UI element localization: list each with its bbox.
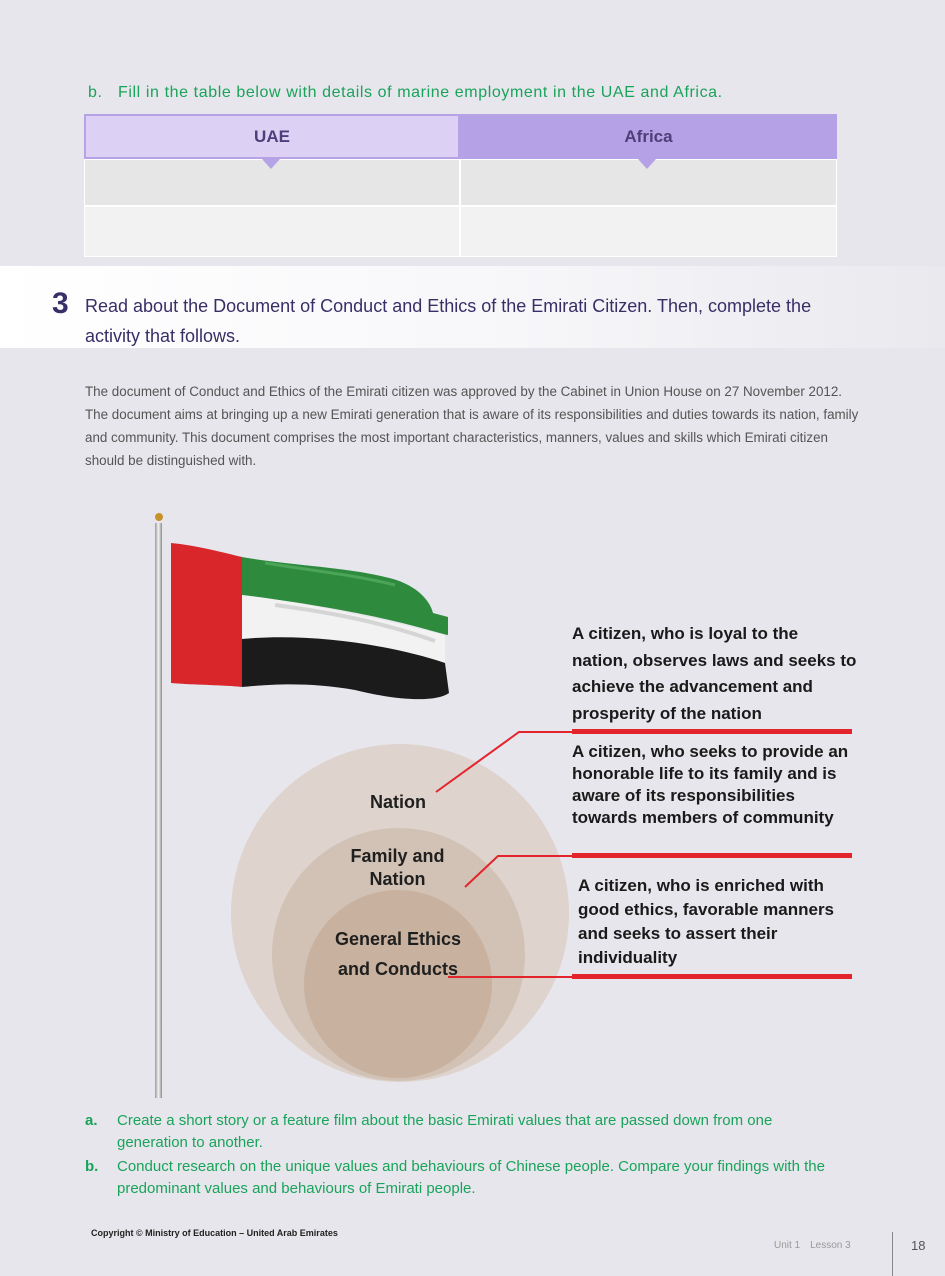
activity-text-a: Create a short story or a feature film about the basic Emirati values that are passed down from one generation to another. (117, 1112, 773, 1151)
description-ethics: A citizen, who is enriched with good ethics, favorable manners and seeks to assert their individuality (578, 876, 835, 967)
page-separator (892, 1232, 893, 1276)
circle-label-ethics: General Ethics and Conducts (334, 929, 462, 979)
activity-item-a (85, 1110, 845, 1154)
description-nation: A citizen, who is loyal to the nation, observes laws and seeks to achieve the advancement and prosperity of the nation (572, 624, 857, 723)
activity-list (85, 1110, 845, 1202)
circle-label-family: Family and Nation (350, 846, 445, 889)
activity-label-b: b. (85, 1158, 99, 1175)
section-number: 3 (52, 287, 69, 320)
part-b-text: Fill in the table below with details of marine employment in the UAE and Africa. (118, 84, 723, 101)
lesson-label: Lesson 3 (810, 1240, 851, 1251)
intro-paragraph: The document of Conduct and Ethics of the Emirati citizen was approved by the Cabinet in Union House on 27 November 2012. The document aims at bringing up a new Emirati generation that is aware of its responsibilities and duties towards its nation, family and community. This document comprises the most important characteristics, manners, values and skills which Emirati citizen should be distinguished with. (85, 384, 859, 468)
activity-text-b: Conduct research on the unique values and behaviours of Chinese people. Compare your findings with the predominant values and behaviours of Emirati people. (117, 1158, 825, 1197)
copyright: Copyright © Ministry of Education – United Arab Emirates (91, 1228, 338, 1238)
table-header-africa: Africa (460, 114, 837, 159)
table-header-uae: UAE (84, 114, 460, 159)
activity-label-a: a. (85, 1112, 98, 1129)
unit-label: Unit 1 (774, 1240, 801, 1251)
page-number: 18 (911, 1238, 926, 1253)
circle-label-nation: Nation (370, 792, 426, 812)
description-family: A citizen, who seeks to provide an honorable life to its family and is aware of its responsibilities towards members of community (572, 742, 849, 827)
unit-lesson (774, 1240, 861, 1251)
section-title: Read about the Document of Conduct and Ethics of the Emirati Citizen. Then, complete the activity that follows. (85, 296, 812, 346)
activity-item-b (85, 1156, 845, 1200)
part-b-label: b. (88, 84, 103, 101)
